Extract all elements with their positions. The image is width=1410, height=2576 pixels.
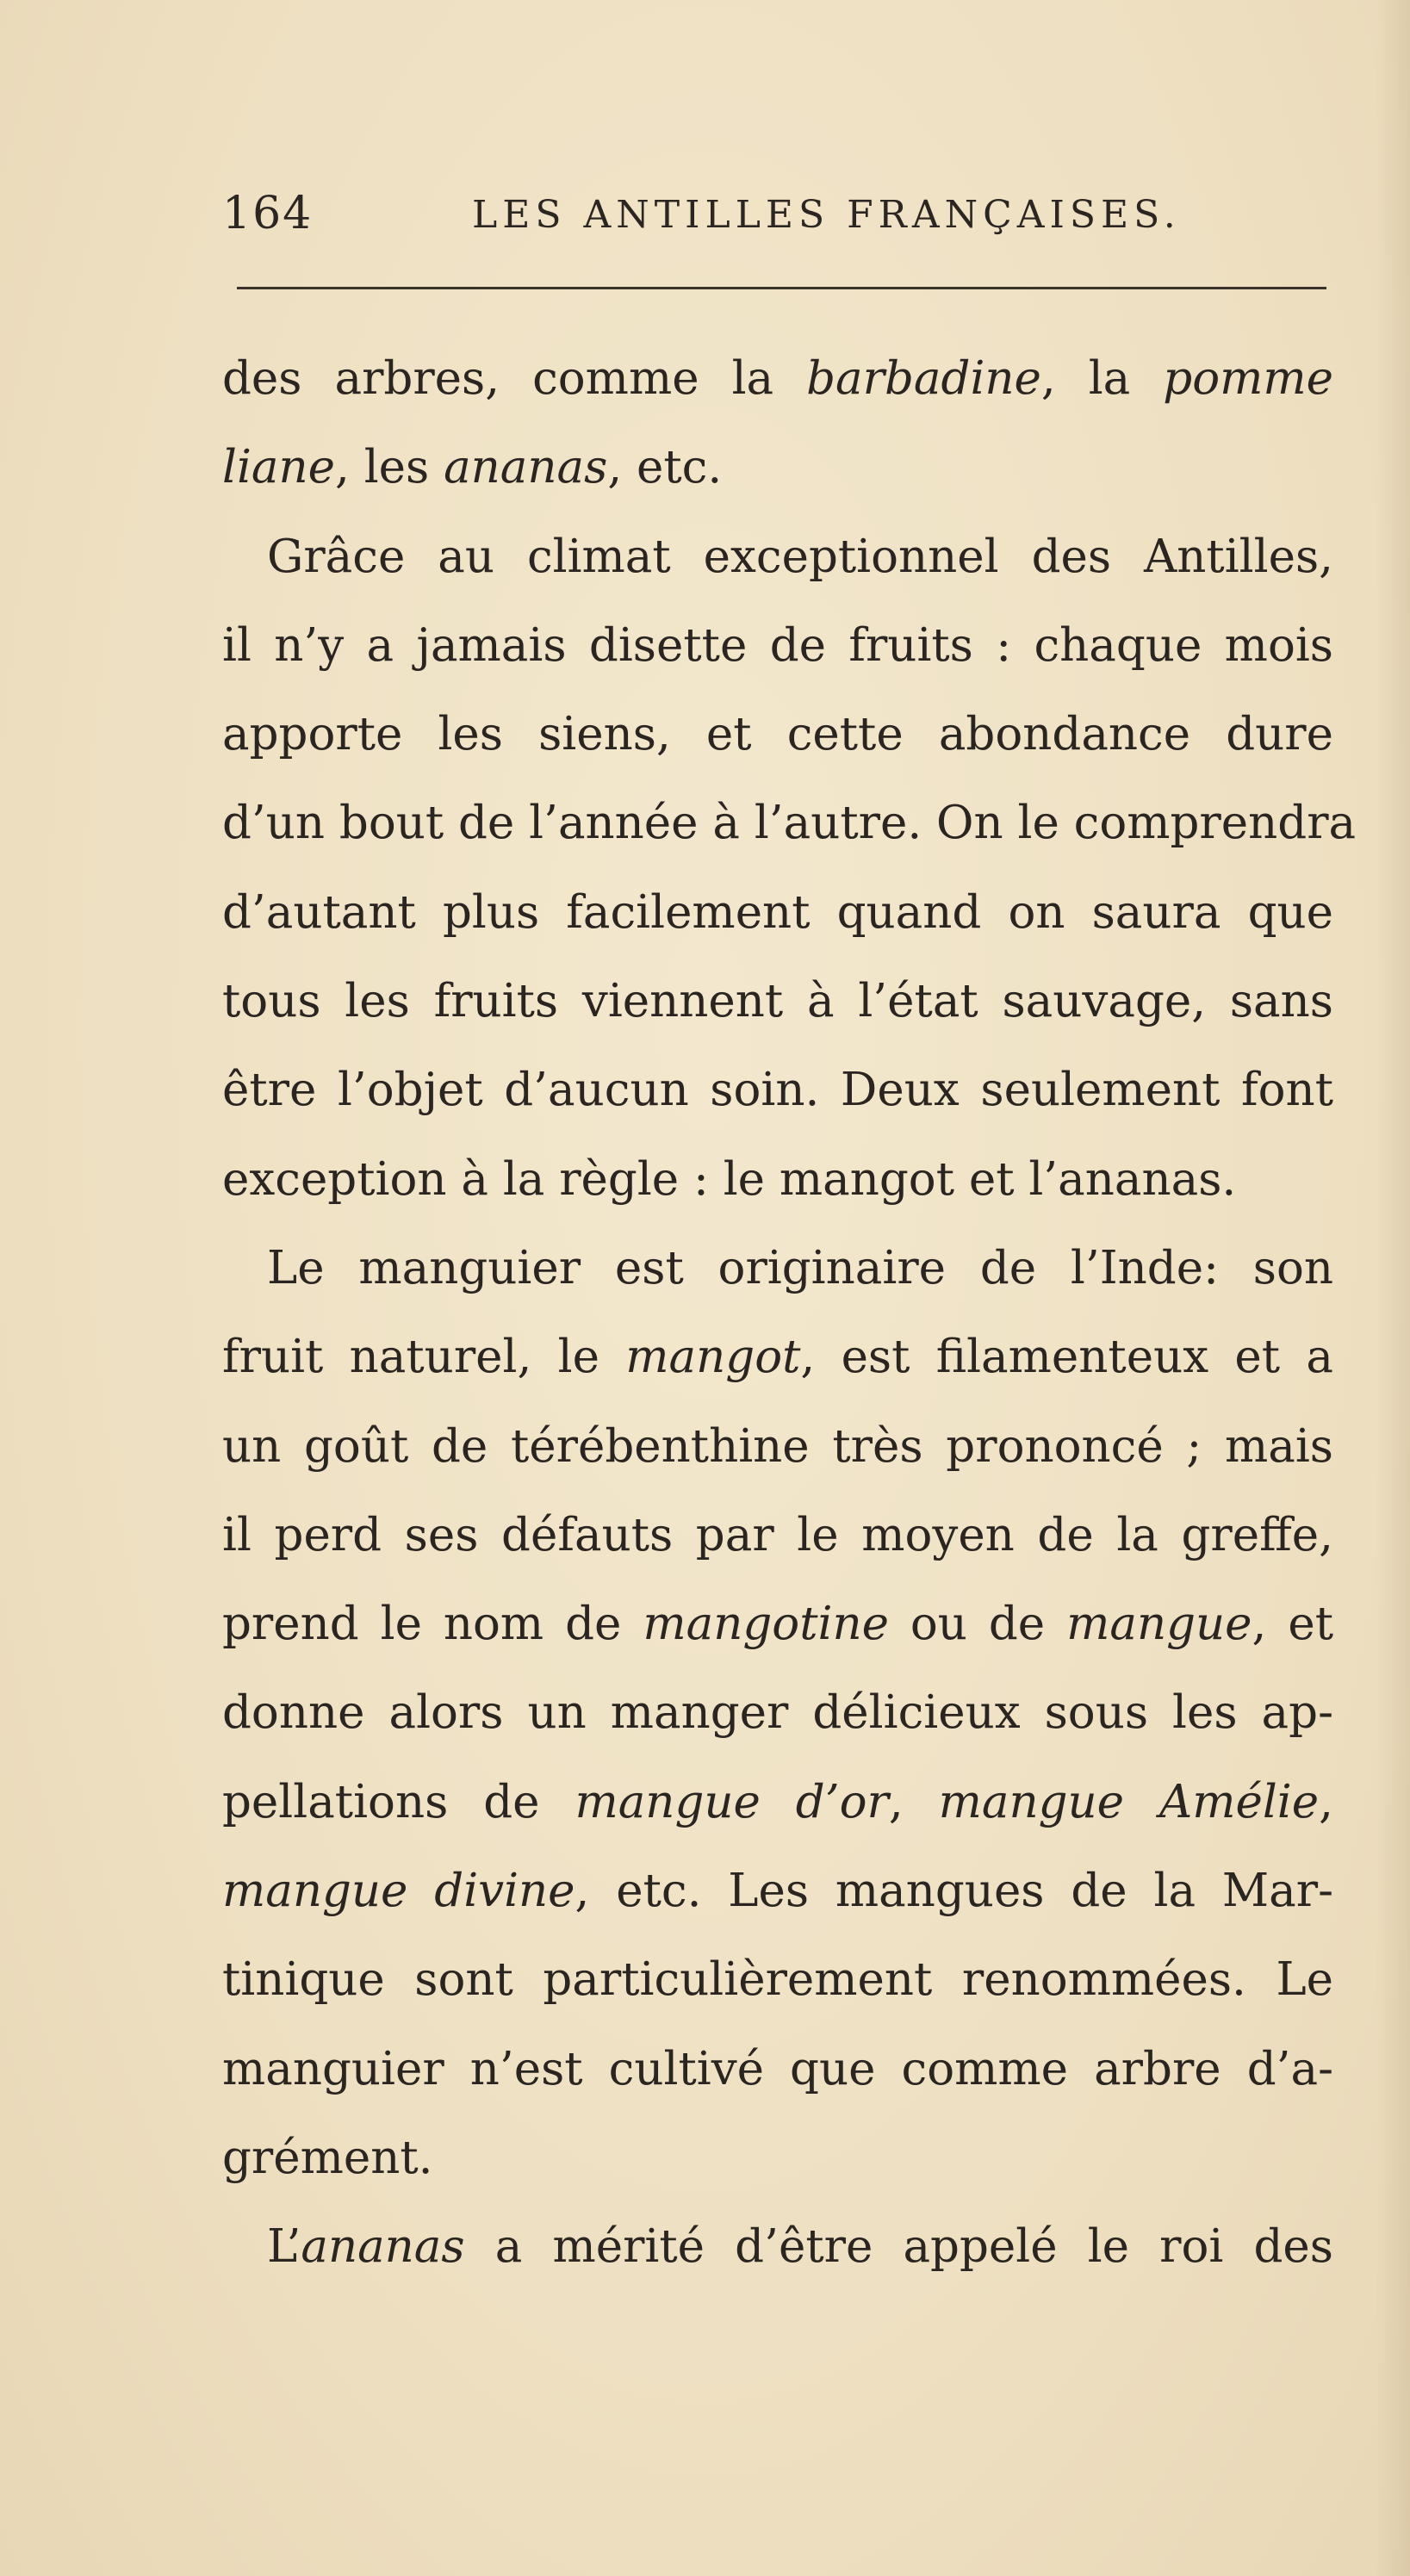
text-line [222, 1402, 1333, 1491]
text-line [222, 1224, 1333, 1313]
running-header [222, 188, 1333, 248]
page-number: 164 [222, 188, 314, 239]
text-line [222, 512, 1333, 601]
italic-term: mangue d’or [575, 1775, 889, 1828]
text-run: il n’y a jamais disette de fruits : chaque mois [222, 618, 1333, 672]
text-line [222, 957, 1333, 1046]
italic-term: mangue divine [222, 1865, 575, 1918]
text-line [222, 1847, 1333, 1935]
text-line [222, 868, 1333, 957]
text-run: manguier n’est cultivé que comme arbre d’a- [222, 2042, 1333, 2095]
text-line [222, 334, 1333, 423]
text-run: il perd ses défauts par le moyen de la greffe, [222, 1508, 1333, 1561]
text-run: des arbres, comme la [222, 352, 807, 405]
text-line [222, 1046, 1333, 1134]
text-line [222, 690, 1333, 779]
text-run: tous les fruits viennent à l’état sauvage, sans [222, 975, 1333, 1028]
header-rule [237, 287, 1326, 289]
text-line [222, 2114, 1333, 2202]
text-run: pellations de [222, 1775, 575, 1828]
text-run: L’ [267, 2220, 301, 2274]
text-line [222, 1580, 1333, 1668]
text-run: donne alors un manger délicieux sous les ap- [222, 1686, 1333, 1740]
italic-term: ananas [444, 441, 608, 494]
text-line [222, 1668, 1333, 1757]
italic-term: ananas [301, 2220, 465, 2274]
text-run: prend le nom de [222, 1598, 643, 1651]
text-run: , [1319, 1775, 1333, 1828]
text-line [222, 1758, 1333, 1847]
text-line [222, 1135, 1333, 1224]
text-run: Grâce au climat exceptionnel des Antilles, [267, 530, 1333, 583]
text-run: , [888, 1775, 939, 1828]
text-line [222, 779, 1357, 867]
text-run: exception à la règle : le mangot et l’ananas. [222, 1152, 1237, 1206]
text-line [222, 2202, 1333, 2291]
text-run: Le manguier est originaire de l’Inde: son [267, 1241, 1333, 1294]
text-line [222, 423, 1333, 512]
text-run: , etc. Les mangues de la Mar- [575, 1865, 1333, 1918]
text-run: a mérité d’être appelé le roi des [464, 2220, 1333, 2274]
text-run: être l’objet d’aucun soin. Deux seulement font [222, 1064, 1333, 1117]
italic-term: pomme [1163, 352, 1334, 405]
text-run: , les [335, 441, 444, 494]
text-run: ou de [888, 1598, 1067, 1651]
text-line [222, 2025, 1333, 2114]
text-run: , etc. [607, 441, 723, 494]
text-run: d’un bout de l’année à l’autre. On le comprendra [222, 797, 1357, 850]
italic-term: barbadine [806, 352, 1041, 405]
text-line [222, 601, 1333, 690]
italic-term: mangue Amélie [938, 1775, 1320, 1828]
text-run: fruit naturel, le [222, 1331, 626, 1384]
running-title: LES ANTILLES FRANÇAISES. [472, 193, 1181, 237]
text-run: , est filamenteux et a [800, 1331, 1333, 1384]
italic-term: mangue [1066, 1598, 1252, 1651]
text-line [222, 1491, 1333, 1580]
page-edge-shadow [1376, 0, 1410, 2576]
text-run: un goût de térébenthine très prononcé ; mais [222, 1419, 1333, 1473]
text-run: , la [1040, 352, 1164, 405]
italic-term: mangotine [643, 1598, 889, 1651]
text-line [222, 1313, 1333, 1401]
body-text [222, 334, 1357, 2292]
text-run: tinique sont particulièrement renommées. Le [222, 1953, 1333, 2007]
text-run: , et [1252, 1598, 1333, 1651]
text-run: apporte les siens, et cette abondance dure [222, 708, 1333, 761]
italic-term: mangot [625, 1331, 801, 1384]
italic-term: liane [222, 441, 335, 494]
text-run: d’autant plus facilement quand on saura que [222, 885, 1333, 939]
text-run: grément. [222, 2131, 433, 2184]
text-line [222, 1935, 1333, 2024]
